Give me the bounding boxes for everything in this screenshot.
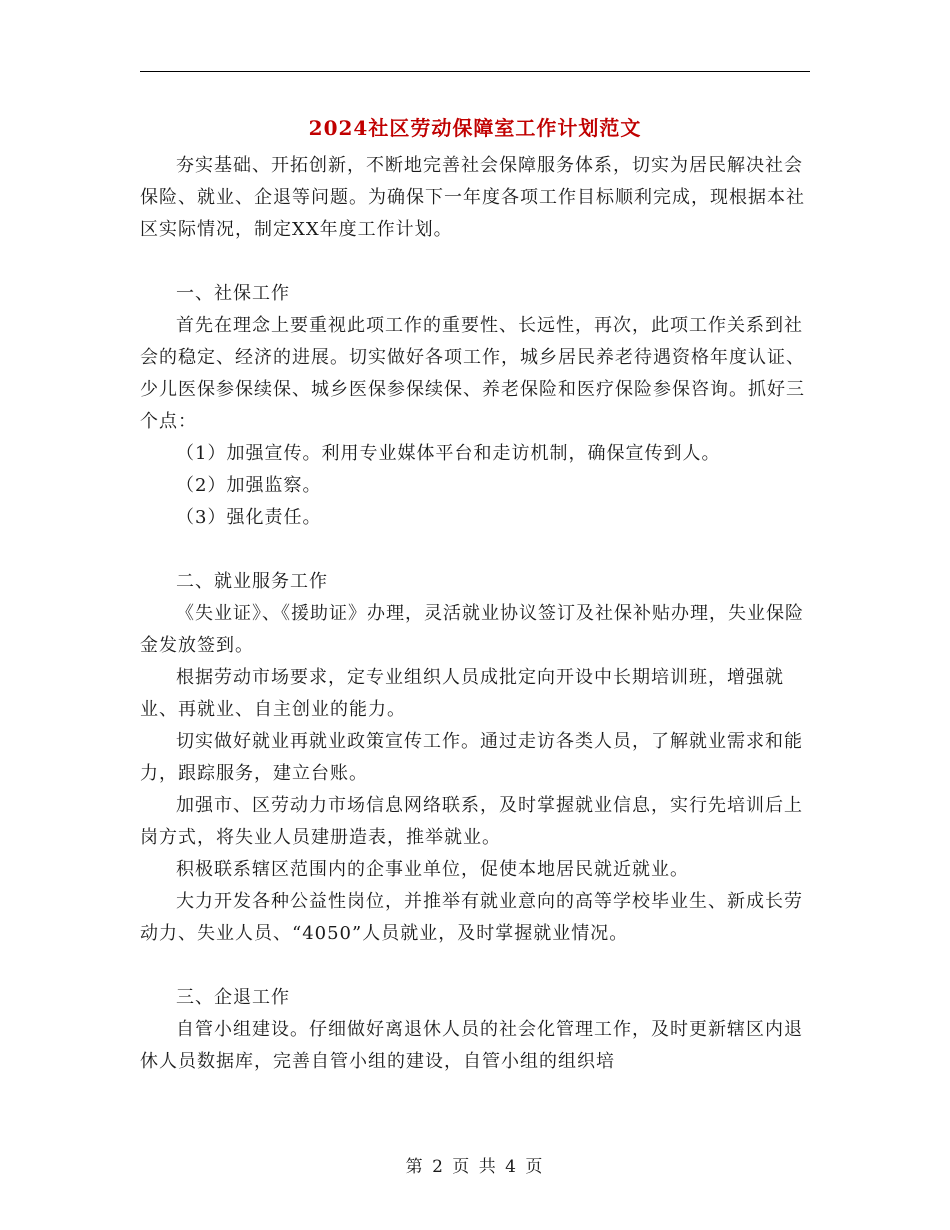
social-security-paragraph: 首先在理念上要重视此项工作的重要性、长远性，再次，此项工作关系到社会的稳定、经济的进展。切实做好各项工作，城乡居民养老待遇资格年度认证、少儿医保参保续保、城乡医保参保续保、养老保险和医疗保险参保咨询。抓好三个点： [140,315,805,432]
employment-paragraph: 根据劳动市场要求，定专业组织人员成批定向开设中长期培训班，增强就业、再就业、自主创业的能力。 [140,667,784,720]
section-heading-social-security: 一、社保工作 [176,283,290,304]
employment-paragraph: 《失业证》、《援助证》办理，灵活就业协议签订及社保补贴办理，失业保险金发放签到。 [140,603,804,656]
list-item: （2）加强监察。 [176,475,322,496]
section-heading-employment: 二、就业服务工作 [176,571,328,592]
employment-paragraph: 积极联系辖区范围内的企事业单位，促使本地居民就近就业。 [176,859,689,880]
header-rule [140,71,810,72]
intro-paragraph: 夯实基础、开拓创新，不断地完善社会保障服务体系，切实为居民解决社会保险、就业、企退等问题。为确保下一年度各项工作目标顺利完成，现根据本社区实际情况，制定XX年度工作计划。 [140,155,805,240]
employment-paragraph: 切实做好就业再就业政策宣传工作。通过走访各类人员，了解就业需求和能力，跟踪服务，建立台账。 [140,731,803,784]
page-number: 第 2 页 共 4 页 [405,1157,545,1177]
document-body [140,150,810,1078]
list-item: （3）强化责任。 [176,507,322,528]
section-heading-retirees: 三、企退工作 [176,987,290,1008]
retirees-paragraph: 自管小组建设。仔细做好离退休人员的社会化管理工作，及时更新辖区内退休人员数据库，完善自管小组的建设，自管小组的组织培 [140,1019,803,1072]
employment-paragraph: 大力开发各种公益性岗位，并推举有就业意向的高等学校毕业生、新成长劳动力、失业人员、“4050”人员就业，及时掌握就业情况。 [140,891,803,944]
document-title: 2024社区劳动保障室工作计划范文 [308,116,642,140]
employment-paragraph: 加强市、区劳动力市场信息网络联系，及时掌握就业信息，实行先培训后上岗方式，将失业人员建册造表，推举就业。 [140,795,803,848]
list-item: （1）加强宣传。利用专业媒体平台和走访机制，确保宣传到人。 [176,443,721,464]
